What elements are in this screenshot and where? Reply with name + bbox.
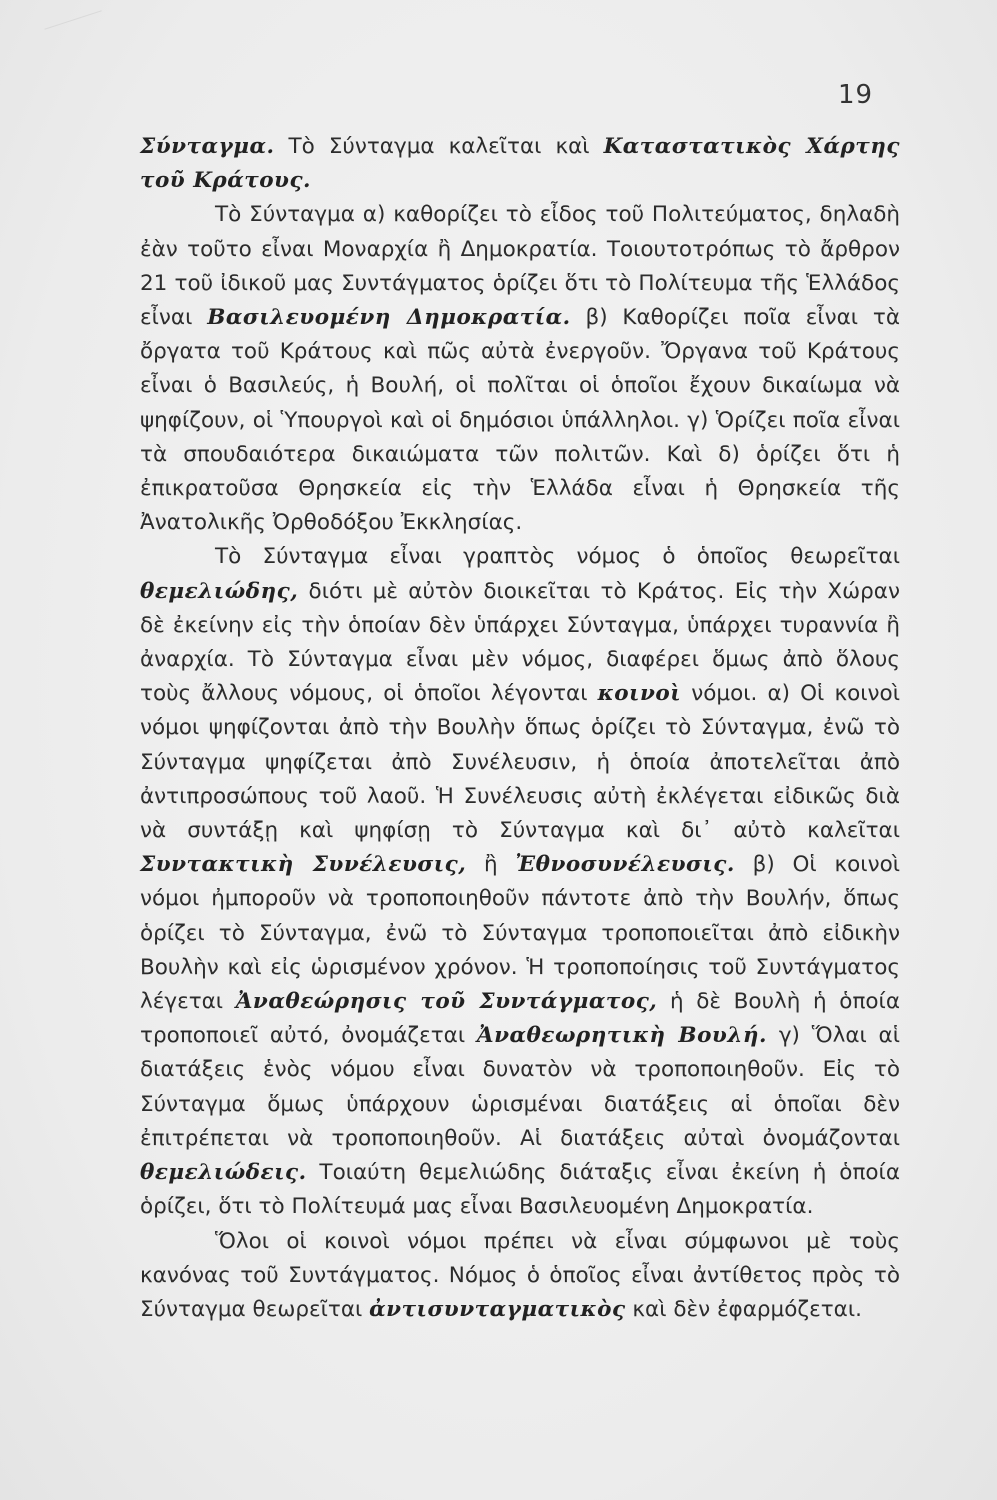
paragraph-title: [140, 130, 900, 198]
text-run: διότι μὲ αὐτὸν διοικεῖται τὸ Κράτος. Εἰς τὴν Χώραν δὲ ἐκείνην εἰς τὴν ὁποίαν δὲν ὑπάρχει Σύνταγμα, ὑπάρχει τυραννία ἢ ἀναρχία. Τὸ Σύνταγμα εἶναι μὲν νόμος, διαφέρει ὅμως ἀπὸ ὅλους τοὺς ἄλλους νόμους, οἱ ὁποῖοι λέγονται: [140, 578, 900, 707]
text-run: γ) Ὅλαι αἱ διατάξεις ἑνὸς νόμου εἶναι δυνατὸν νὰ τροποποιηθοῦν. Εἰς τὸ Σύνταγμα ὅμως ὑπάρχουν ὡρισμέναι διατάξεις αἱ ὁποῖαι δὲν ἐπιτρέπεται νὰ τροποποιηθοῦν. Αἱ διατάξεις αὐταὶ ὀνομάζονται: [140, 1023, 900, 1151]
page-number: 19: [838, 80, 874, 110]
emphasized-term: Καταστατικὸς Χάρτης τοῦ Κράτους.: [140, 134, 900, 194]
emphasized-term: Σύνταγμα.: [140, 134, 275, 159]
emphasized-term: κοινοὶ: [597, 681, 682, 707]
text-run: καὶ δὲν ἐφαρμόζεται.: [625, 1296, 862, 1322]
emphasized-term: θεμελιώδεις.: [140, 1160, 307, 1186]
text-run: Τὸ Σύνταγμα α) καθορίζει τὸ εἶδος τοῦ Πολιτεύματος, δηλαδὴ ἐὰν τοῦτο εἶναι Μοναρχία ἢ Δημοκρατία. Τοιουτοτρόπως τὸ ἄρθρον 21 τοῦ ἰδικοῦ μας Συντάγματος ὁρίζει ὅτι τὸ Πολίτευμα τῆς Ἑλλάδος εἶναι: [140, 202, 900, 331]
emphasized-term: Ἀναθεώρησις τοῦ Συντάγματος,: [235, 989, 658, 1015]
text-run: Τὸ Σύνταγμα εἶναι γραπτὸς νόμος ὁ ὁποῖος θεωρεῖται: [215, 544, 900, 570]
scan-corner-mark: [38, 0, 102, 30]
emphasized-term: ἀντισυνταγματικὸς: [369, 1296, 626, 1322]
text-run: β) Οἱ κοινοὶ νόμοι ἠμποροῦν νὰ τροποποιηθοῦν πάντοτε ἀπὸ τὴν Βουλήν, ὅπως ὁρίζει τὸ Σύνταγμα, ἐνῶ τὸ Σύνταγμα τροποποιεῖται ἀπὸ εἰδικὴν Βουλὴν καὶ εἰς ὡρισμένον χρόνον. Ἡ τροποποίησις τοῦ Συντάγματος λέγεται: [140, 852, 901, 1015]
body-text: [140, 130, 900, 1327]
emphasized-term: Βασιλευομένη Δημοκρατία.: [207, 305, 571, 331]
paragraph-fundamental-law: [140, 540, 900, 1224]
emphasized-term: Συντακτικὴ Συνέλευσις,: [140, 852, 467, 878]
text-run: Ὅλοι οἱ κοινοὶ νόμοι πρέπει νὰ εἶναι σύμφωνοι μὲ τοὺς κανόνας τοῦ Συντάγματος. Νόμος ὁ ὁποῖος εἶναι ἀντίθετος πρὸς τὸ Σύνταγμα θεωρεῖται: [140, 1228, 900, 1322]
text-run: νόμοι. α) Οἱ κοινοὶ νόμοι ψηφίζονται ἀπὸ τὴν Βουλὴν ὅπως ὁρίζει τὸ Σύνταγμα, ἐνῶ τὸ Σύνταγμα ψηφίζεται ἀπὸ Συνέλευσιν, ἡ ὁποία ἀποτελεῖται ἀπὸ ἀντιπροσώπους τοῦ λαοῦ. Ἡ Συνέλευσις αὐτὴ ἐκλέγεται εἰδικῶς διὰ νὰ συντάξῃ καὶ ψηφίσῃ τὸ Σύνταγμα καὶ δι᾽ αὐτὸ καλεῖται: [140, 681, 900, 844]
paragraph-unconstitutional: [140, 1225, 900, 1328]
emphasized-term: θεμελιώδης,: [140, 578, 299, 604]
text-run: β) Καθορίζει ποῖα εἶναι τὰ ὄργατα τοῦ Κράτους καὶ πῶς αὐτὰ ἐνεργοῦν. Ὄργανα τοῦ Κράτους εἶναι ὁ Βασιλεύς, ἡ Βουλή, οἱ πολῖται οἱ ὁποῖοι ἔχουν δικαίωμα νὰ ψηφίζουν, οἱ Ὑπουργοὶ καὶ οἱ δημόσιοι ὑπάλληλοι. γ) Ὁρίζει ποῖα εἶναι τὰ σπουδαιότερα δικαιώματα τῶν πολιτῶν. Καὶ δ) ὁρίζει ὅτι ἡ ἐπικρατοῦσα Θρησκεία εἰς τὴν Ἑλλάδα εἶναι ἡ Θρησκεία τῆς Ἀνατολικῆς Ὀρθοδόξου Ἐκκλησίας.: [140, 305, 901, 536]
emphasized-term: Ἐθνοσυνέλευσις.: [515, 852, 735, 878]
text-run: Τὸ Σύνταγμα καλεῖται καὶ: [274, 134, 604, 159]
emphasized-term: Ἀναθεωρητικὴ Βουλή.: [476, 1023, 768, 1049]
text-run: ἡ δὲ Βουλὴ ἡ ὁποία τροποποιεῖ αὐτό, ὀνομάζεται: [140, 989, 901, 1049]
text-run: Τοιαύτη θεμελιώδης διάταξις εἶναι ἐκείνη ἡ ὁποία ὁρίζει, ὅτι τὸ Πολίτευμά μας εἶναι Βασιλευομένη Δημοκρατία.: [140, 1160, 900, 1220]
paragraph-constitution-functions: [140, 198, 900, 540]
text-run: ἢ: [466, 852, 516, 878]
